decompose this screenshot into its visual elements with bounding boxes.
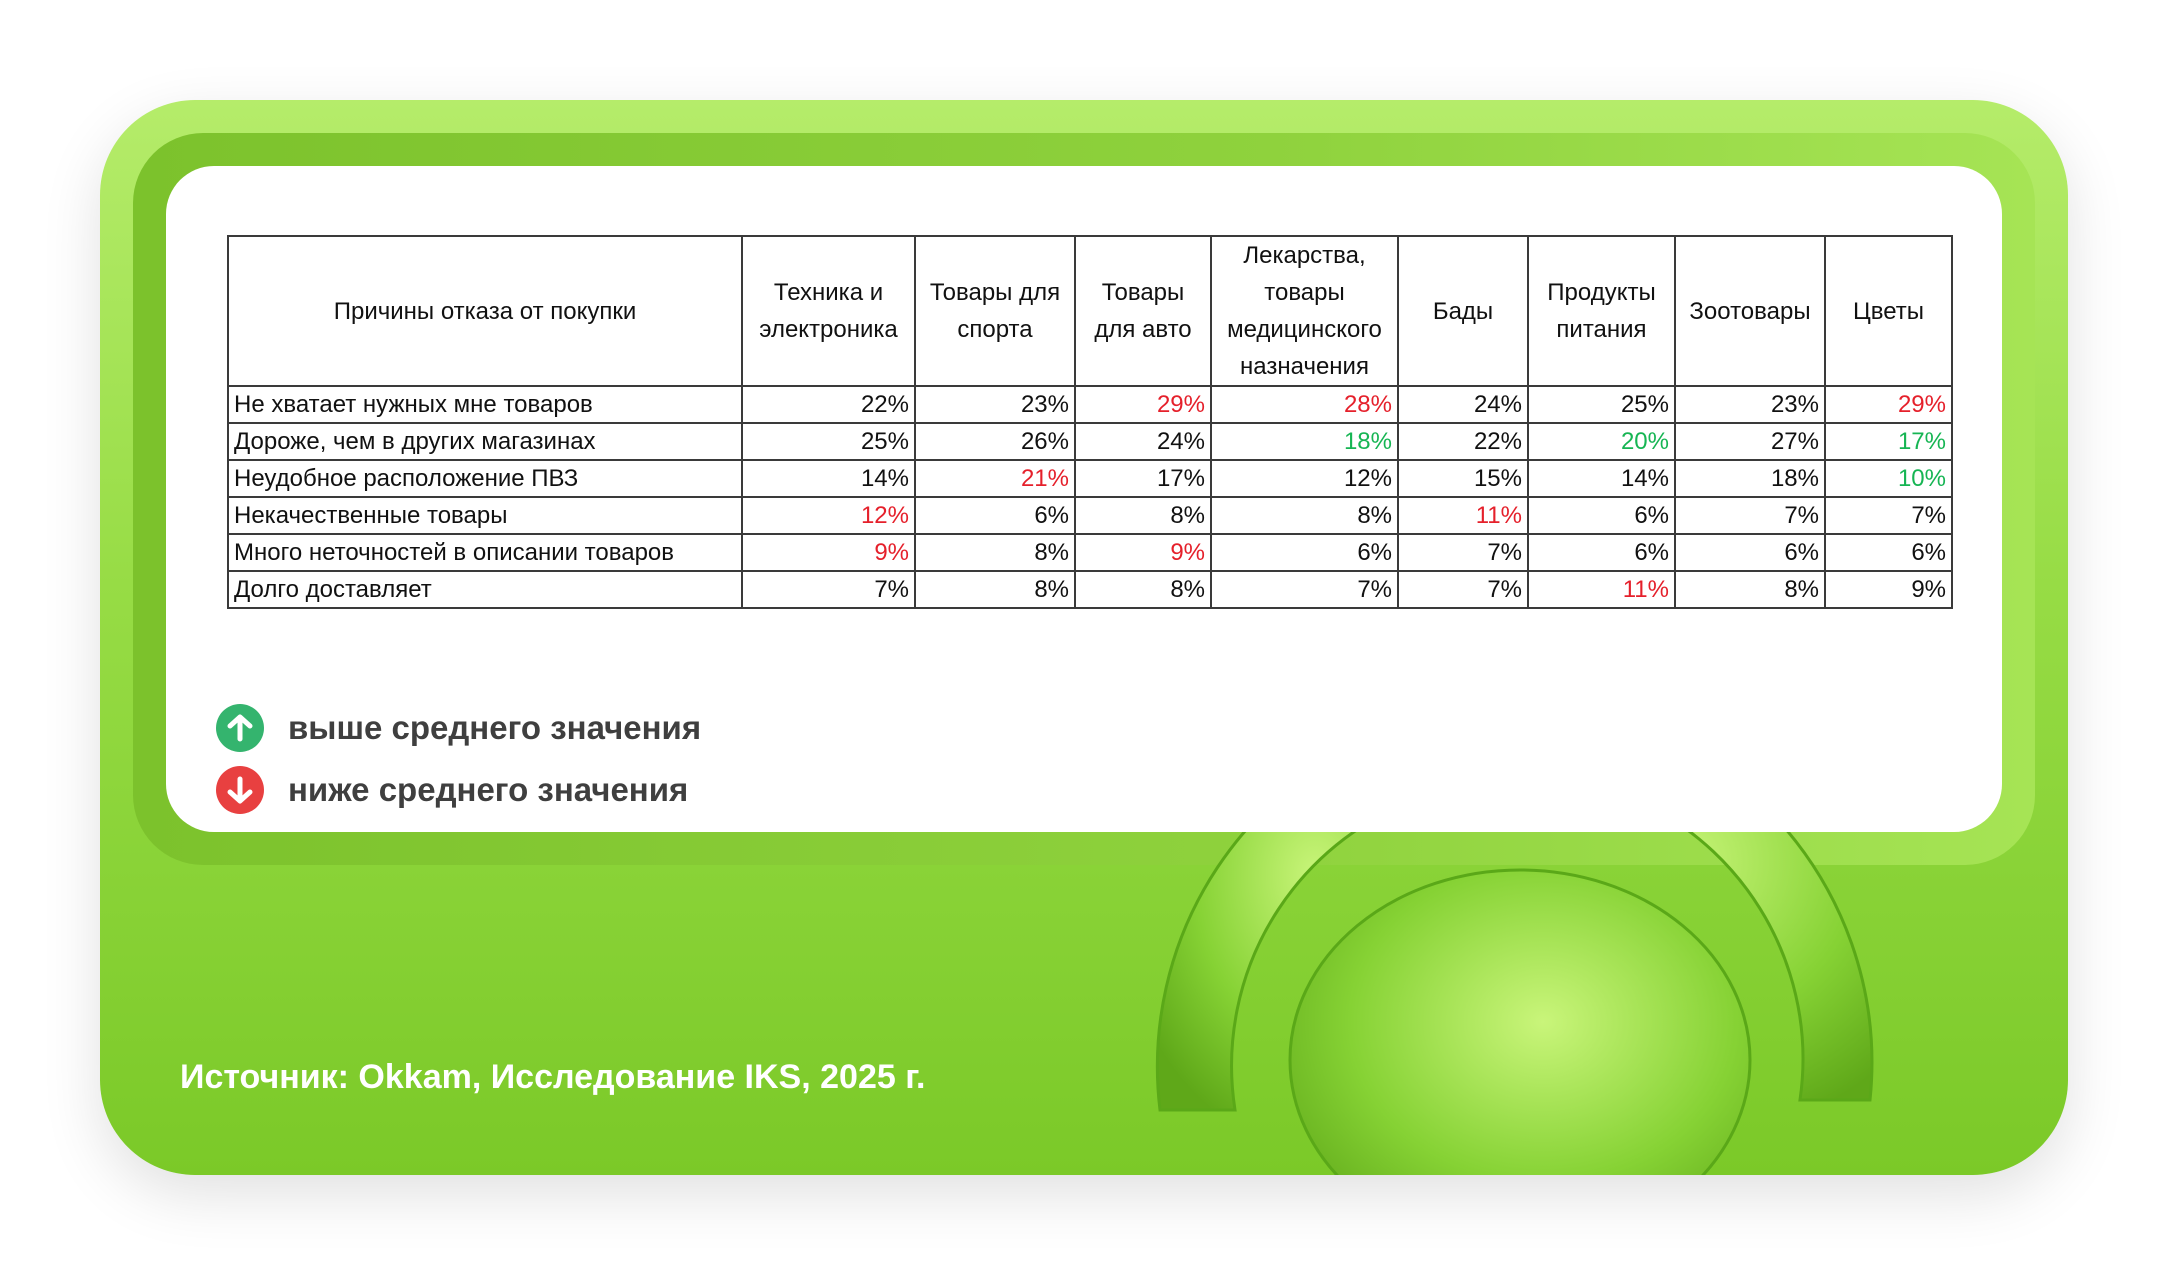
value-cell: 15%: [1398, 460, 1528, 497]
value-cell: 8%: [1075, 497, 1211, 534]
value-cell: 9%: [1825, 571, 1952, 608]
table-row: [228, 571, 1952, 608]
value-cell: 24%: [1398, 386, 1528, 423]
value-cell: 8%: [1075, 571, 1211, 608]
table-row: [228, 534, 1952, 571]
card-background: [100, 100, 2068, 1175]
header-cell: Техника и электроника: [742, 236, 915, 386]
row-label: Много неточностей в описании товаров: [228, 534, 742, 571]
row-label: Не хватает нужных мне товаров: [228, 386, 742, 423]
value-cell: 14%: [742, 460, 915, 497]
value-cell: 8%: [915, 571, 1075, 608]
header-cell: Зоотовары: [1675, 236, 1825, 386]
row-label: Дороже, чем в других магазинах: [228, 423, 742, 460]
header-cell: Продукты питания: [1528, 236, 1675, 386]
table-row: [228, 386, 1952, 423]
value-cell: 29%: [1825, 386, 1952, 423]
table-row: [228, 497, 1952, 534]
value-cell: 28%: [1211, 386, 1398, 423]
legend-below-label: ниже среднего значения: [288, 771, 689, 808]
value-cell: 27%: [1675, 423, 1825, 460]
value-cell: 12%: [1211, 460, 1398, 497]
header-cell: Товары для спорта: [915, 236, 1075, 386]
table-row: [228, 423, 1952, 460]
arrow-down-circle-icon: [216, 766, 264, 814]
value-cell: 29%: [1075, 386, 1211, 423]
value-cell: 20%: [1528, 423, 1675, 460]
value-cell: 11%: [1528, 571, 1675, 608]
value-cell: 23%: [1675, 386, 1825, 423]
header-row: [228, 236, 1952, 386]
value-cell: 6%: [1211, 534, 1398, 571]
value-cell: 6%: [1528, 497, 1675, 534]
legend-below: [216, 766, 688, 814]
value-cell: 8%: [1675, 571, 1825, 608]
value-cell: 18%: [1675, 460, 1825, 497]
value-cell: 7%: [1398, 571, 1528, 608]
value-cell: 18%: [1211, 423, 1398, 460]
value-cell: 17%: [1075, 460, 1211, 497]
value-cell: 23%: [915, 386, 1075, 423]
value-cell: 7%: [1398, 534, 1528, 571]
value-cell: 12%: [742, 497, 915, 534]
value-cell: 7%: [1825, 497, 1952, 534]
row-label: Неудобное расположение ПВЗ: [228, 460, 742, 497]
value-cell: 6%: [1528, 534, 1675, 571]
value-cell: 9%: [742, 534, 915, 571]
value-cell: 24%: [1075, 423, 1211, 460]
value-cell: 25%: [742, 423, 915, 460]
legend-above-label: выше среднего значения: [288, 709, 702, 746]
value-cell: 10%: [1825, 460, 1952, 497]
value-cell: 6%: [1825, 534, 1952, 571]
value-cell: 14%: [1528, 460, 1675, 497]
header-cell: Бады: [1398, 236, 1528, 386]
content-panel: [166, 166, 2002, 832]
data-table: [227, 235, 1953, 609]
value-cell: 21%: [915, 460, 1075, 497]
row-label: Долго доставляет: [228, 571, 742, 608]
value-cell: 7%: [1675, 497, 1825, 534]
value-cell: 22%: [1398, 423, 1528, 460]
header-cell: Цветы: [1825, 236, 1952, 386]
value-cell: 6%: [915, 497, 1075, 534]
row-label: Некачественные товары: [228, 497, 742, 534]
header-cell: Лекарства, товары медицинского назначения: [1211, 236, 1398, 386]
value-cell: 17%: [1825, 423, 1952, 460]
value-cell: 9%: [1075, 534, 1211, 571]
table-row: [228, 460, 1952, 497]
ring-shape: [1290, 870, 1750, 1175]
source-caption: Источник: Okkam, Исследование IKS, 2025 г.: [180, 1058, 926, 1096]
header-cell: Товары для авто: [1075, 236, 1211, 386]
value-cell: 8%: [1211, 497, 1398, 534]
arrow-up-circle-icon: [216, 704, 264, 752]
value-cell: 7%: [1211, 571, 1398, 608]
value-cell: 26%: [915, 423, 1075, 460]
value-cell: 11%: [1398, 497, 1528, 534]
value-cell: 7%: [742, 571, 915, 608]
header-cell: Причины отказа от покупки: [228, 236, 742, 386]
value-cell: 22%: [742, 386, 915, 423]
value-cell: 8%: [915, 534, 1075, 571]
value-cell: 6%: [1675, 534, 1825, 571]
value-cell: 25%: [1528, 386, 1675, 423]
legend-above: [216, 704, 701, 752]
